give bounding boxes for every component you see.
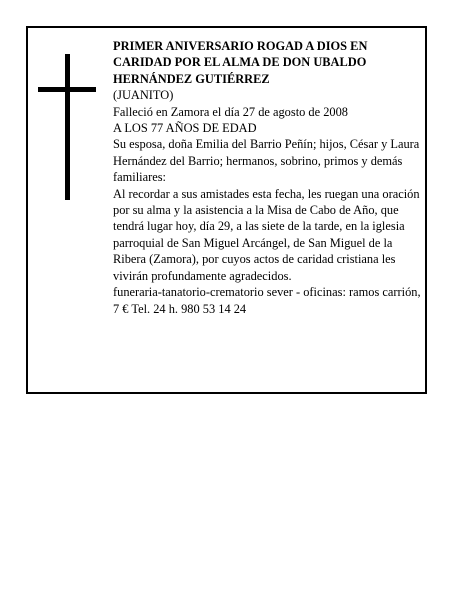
mass-invitation: Al recordar a sus amistades esta fecha, les ruegan una oración por su alma y la asistencia a la Misa de Cabo de Año, que tendrá lugar hoy, día 29, a las siete de la tarde, en la iglesia parroquial de San Miguel Arcángel, de San Miguel de la Ribera (Zamora), por cuyos actos de caridad cristiana les vivirán profundamente agradecidos. — [113, 186, 420, 283]
notice-headline: PRIMER ANIVERSARIO ROGAD A DIOS EN CARIDAD POR EL ALMA DE DON UBALDO HERNÁNDEZ GUTIÉRREZ — [113, 39, 368, 86]
family-members: Su esposa, doña Emilia del Barrio Peñín; hijos, César y Laura Hernández del Barrio; hermanos, sobrino, primos y demás familiares: — [113, 137, 420, 185]
notice-text — [113, 38, 425, 317]
funeral-home-info: funeraria-tanatorio-crematorio sever - oficinas: ramos carrión, 7 € Tel. 24 h. 980 53 14 24 — [113, 285, 421, 316]
cross-horizontal-bar — [38, 87, 96, 92]
cross-icon — [38, 54, 96, 200]
obituary-notice — [26, 26, 427, 394]
death-info: Falleció en Zamora el día 27 de agosto de 2008 — [113, 104, 349, 119]
age-at-death: A LOS 77 AÑOS DE EDAD — [113, 121, 257, 136]
cross-vertical-bar — [65, 54, 70, 200]
deceased-nickname: (JUANITO) — [113, 88, 174, 103]
